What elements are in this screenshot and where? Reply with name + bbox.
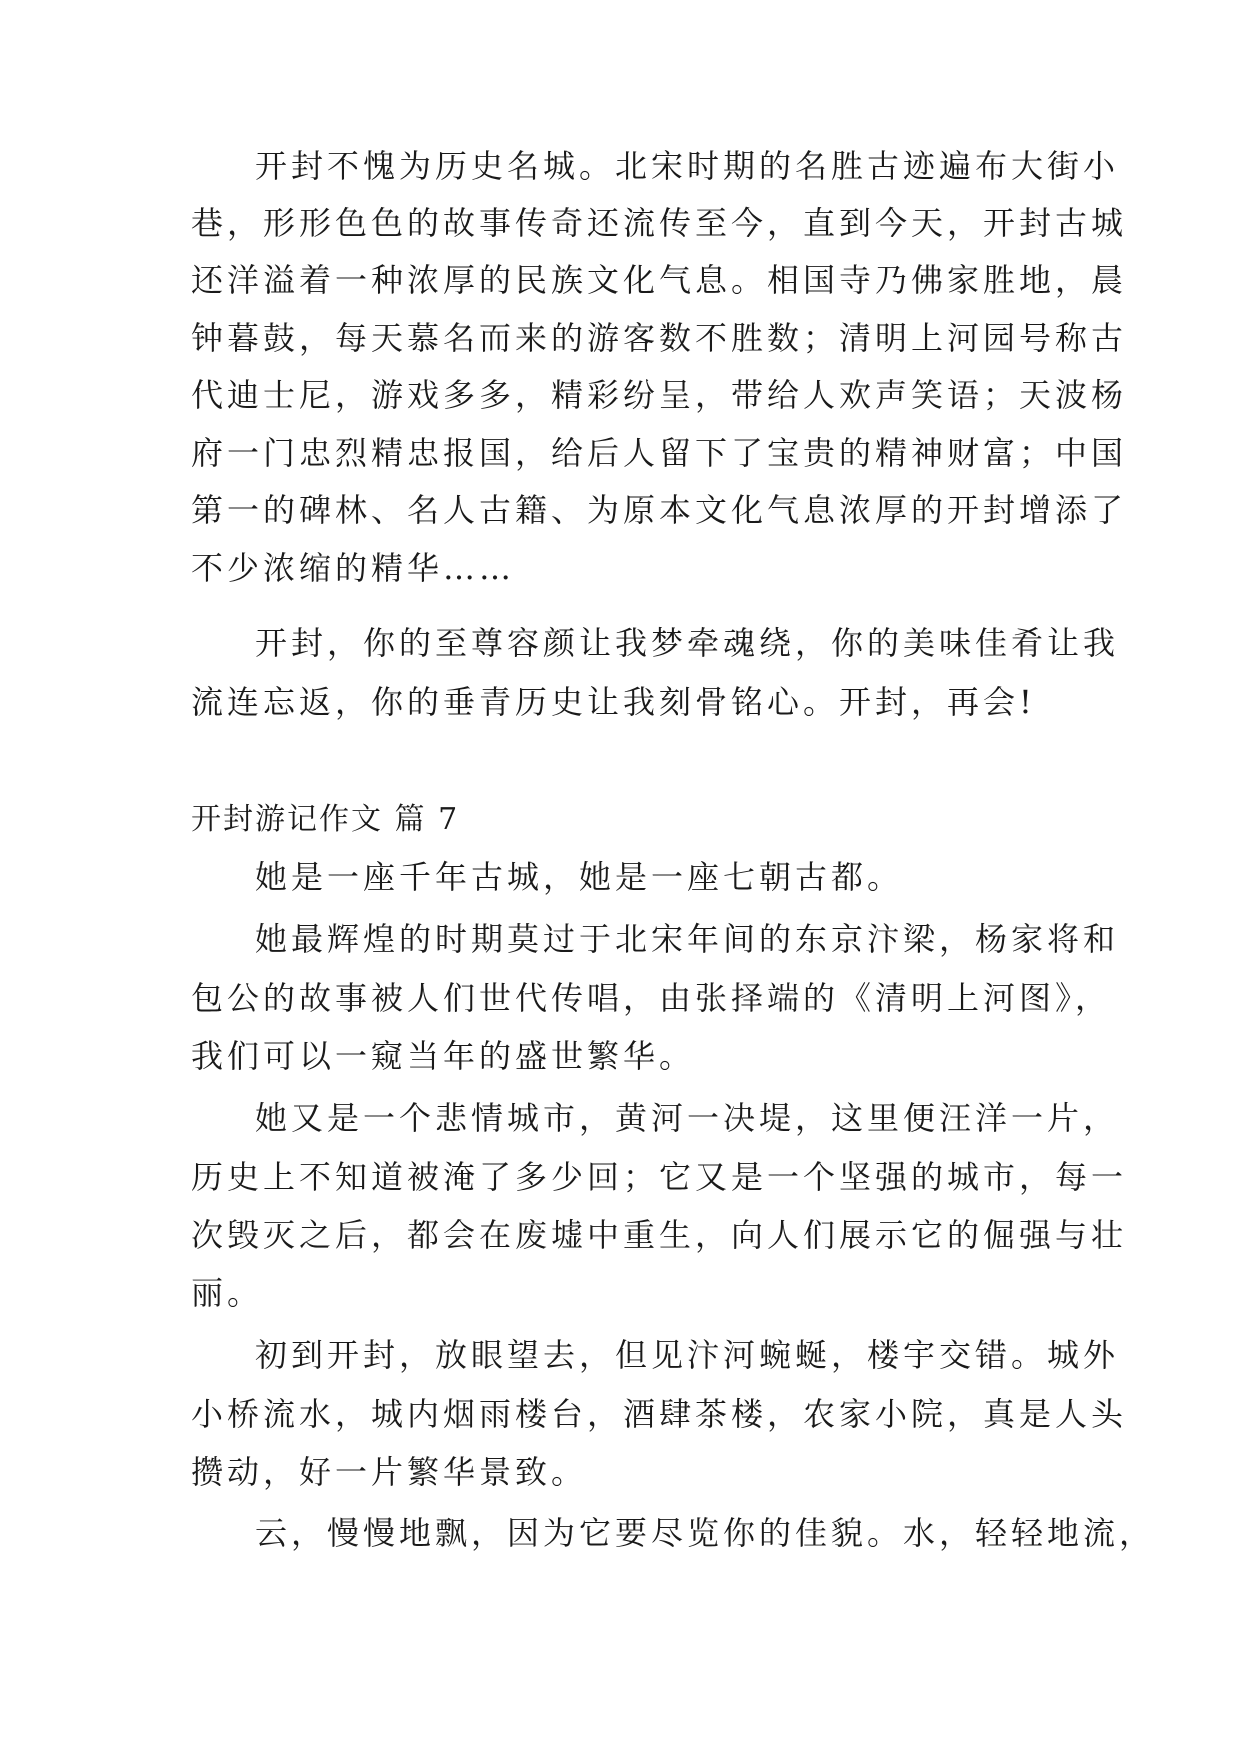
- paragraph-line: 初到开封，放眼望去，但见汴河蜿蜒，楼宇交错。城外: [255, 1336, 1120, 1374]
- paragraph-line: 钟暮鼓，每天慕名而来的游客数不胜数；清明上河园号称古: [191, 319, 1128, 357]
- paragraph-line: 次毁灭之后，都会在废墟中重生，向人们展示它的倔强与壮: [191, 1216, 1128, 1254]
- paragraph-line: 她又是一个悲情城市，黄河一决堤，这里便汪洋一片，: [255, 1099, 1120, 1137]
- paragraph-line: 我们可以一窥当年的盛世繁华。: [191, 1037, 696, 1075]
- paragraph-line: 不少浓缩的精华……: [191, 549, 516, 587]
- paragraph-line: 她是一座千年古城，她是一座七朝古都。: [255, 858, 904, 896]
- paragraph-line: 开封不愧为历史名城。北宋时期的名胜古迹遍布大街小: [255, 147, 1120, 185]
- paragraph-line: 代迪士尼，游戏多多，精彩纷呈，带给人欢声笑语；天波杨: [191, 376, 1128, 414]
- paragraph-line: 开封，你的至尊容颜让我梦牵魂绕，你的美味佳肴让我: [255, 624, 1120, 662]
- paragraph-line: 还洋溢着一种浓厚的民族文化气息。相国寺乃佛家胜地，晨: [191, 261, 1128, 299]
- paragraph-line: 她最辉煌的时期莫过于北宋年间的东京汴梁，杨家将和: [255, 920, 1120, 958]
- paragraph-line: 小桥流水，城内烟雨楼台，酒肆茶楼，农家小院，真是人头: [191, 1395, 1128, 1433]
- paragraph-line: 第一的碑林、名人古籍、为原本文化气息浓厚的开封增添了: [191, 491, 1128, 529]
- paragraph-line: 云，慢慢地飘，因为它要尽览你的佳貌。水，轻轻地流，: [255, 1514, 1156, 1552]
- paragraph-line: 攒动，好一片繁华景致。: [191, 1453, 588, 1491]
- paragraph-line: 包公的故事被人们世代传唱，由张择端的《清明上河图》，: [191, 979, 1112, 1017]
- paragraph-line: 流连忘返，你的垂青历史让我刻骨铭心。开封，再会!: [191, 683, 1036, 721]
- paragraph-line: 巷，形形色色的故事传奇还流传至今，直到今天，开封古城: [191, 204, 1128, 242]
- paragraph-line: 府一门忠烈精忠报国，给后人留下了宝贵的精神财富；中国: [191, 434, 1128, 472]
- section-heading: 开封游记作文 篇 7: [191, 802, 460, 837]
- paragraph-line: 历史上不知道被淹了多少回；它又是一个坚强的城市，每一: [191, 1158, 1128, 1196]
- paragraph-line: 丽。: [191, 1274, 264, 1312]
